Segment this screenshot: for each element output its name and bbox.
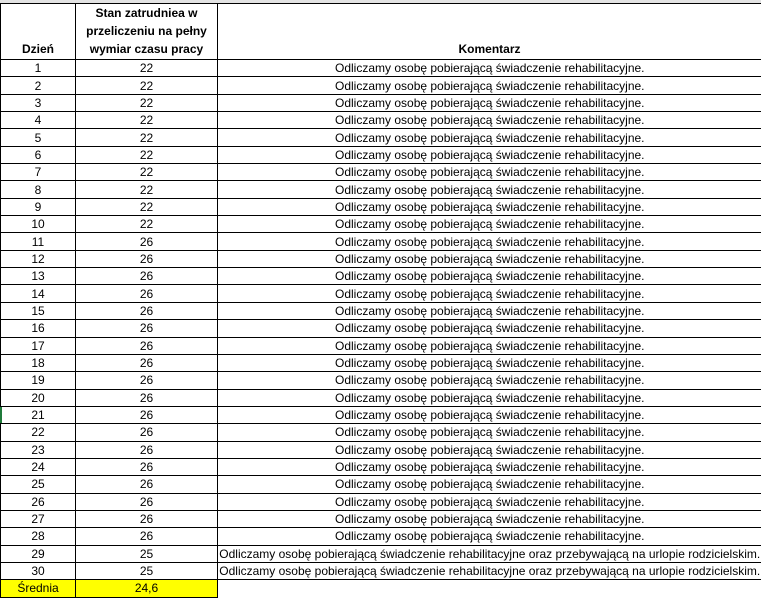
comment-cell[interactable]: Odliczamy osobę pobierającą świadczenie rehabilitacyjne. [218, 302, 761, 319]
employment-value-cell[interactable]: 22 [76, 181, 218, 198]
header-comment-cell[interactable]: Komentarz [218, 4, 761, 60]
table-row [1, 545, 761, 562]
average-row [1, 580, 761, 597]
employment-value-cell[interactable]: 26 [76, 285, 218, 302]
table-row [1, 112, 761, 129]
table-row [1, 94, 761, 111]
comment-cell[interactable]: Odliczamy osobę pobierającą świadczenie rehabilitacyjne. [218, 60, 761, 77]
day-cell[interactable]: 18 [1, 354, 76, 371]
comment-cell[interactable]: Odliczamy osobę pobierającą świadczenie rehabilitacyjne. [218, 354, 761, 371]
employment-value-cell[interactable]: 22 [76, 164, 218, 181]
employment-value-cell[interactable]: 26 [76, 320, 218, 337]
employment-value-cell[interactable]: 26 [76, 302, 218, 319]
employment-value-cell[interactable]: 26 [76, 268, 218, 285]
day-cell[interactable]: 13 [1, 268, 76, 285]
employment-value-cell[interactable]: 26 [76, 337, 218, 354]
table-row [1, 337, 761, 354]
table-row [1, 320, 761, 337]
employment-value-cell[interactable]: 26 [76, 476, 218, 493]
comment-cell[interactable]: Odliczamy osobę pobierającą świadczenie rehabilitacyjne. [218, 389, 761, 406]
table-row [1, 528, 761, 545]
comment-cell[interactable]: Odliczamy osobę pobierającą świadczenie rehabilitacyjne. [218, 198, 761, 215]
comment-cell[interactable]: Odliczamy osobę pobierającą świadczenie rehabilitacyjne. [218, 233, 761, 250]
comment-cell[interactable]: Odliczamy osobę pobierającą świadczenie rehabilitacyjne. [218, 458, 761, 475]
employment-value-cell[interactable]: 26 [76, 233, 218, 250]
employment-value-cell[interactable]: 22 [76, 77, 218, 94]
comment-cell[interactable]: Odliczamy osobę pobierającą świadczenie rehabilitacyjne. [218, 129, 761, 146]
comment-cell[interactable]: Odliczamy osobę pobierającą świadczenie rehabilitacyjne. [218, 493, 761, 510]
day-cell[interactable]: 16 [1, 320, 76, 337]
day-cell[interactable]: 28 [1, 528, 76, 545]
employment-value-cell[interactable]: 22 [76, 60, 218, 77]
day-cell[interactable]: 17 [1, 337, 76, 354]
average-label-cell[interactable]: Średnia [1, 580, 76, 597]
day-cell[interactable]: 6 [1, 146, 76, 163]
table-row [1, 164, 761, 181]
day-cell[interactable]: 10 [1, 216, 76, 233]
employment-value-cell[interactable]: 22 [76, 129, 218, 146]
header-employment-cell[interactable]: Stan zatrudniea w przeliczeniu na pełny wymiar czasu pracy [76, 4, 218, 60]
table-row [1, 406, 761, 423]
day-cell[interactable]: 26 [1, 493, 76, 510]
comment-cell[interactable]: Odliczamy osobę pobierającą świadczenie rehabilitacyjne. [218, 424, 761, 441]
comment-cell[interactable]: Odliczamy osobę pobierającą świadczenie rehabilitacyjne. [218, 476, 761, 493]
table-row [1, 302, 761, 319]
day-cell[interactable]: 7 [1, 164, 76, 181]
table-row [1, 354, 761, 371]
employment-value-cell[interactable]: 26 [76, 458, 218, 475]
day-cell[interactable]: 11 [1, 233, 76, 250]
day-cell[interactable]: 27 [1, 510, 76, 527]
comment-cell[interactable]: Odliczamy osobę pobierającą świadczenie rehabilitacyjne. [218, 164, 761, 181]
employment-value-cell[interactable]: 22 [76, 94, 218, 111]
table-row [1, 216, 761, 233]
employment-value-cell[interactable]: 26 [76, 493, 218, 510]
employment-value-cell[interactable]: 26 [76, 250, 218, 267]
employment-value-cell[interactable]: 22 [76, 198, 218, 215]
day-cell[interactable]: 22 [1, 424, 76, 441]
day-cell[interactable]: 1 [1, 60, 76, 77]
employment-value-cell[interactable]: 22 [76, 216, 218, 233]
comment-cell[interactable]: Odliczamy osobę pobierającą świadczenie rehabilitacyjne. [218, 372, 761, 389]
day-cell[interactable]: 21 [1, 406, 76, 423]
day-cell[interactable]: 29 [1, 545, 76, 562]
average-value-cell[interactable]: 24,6 [76, 580, 218, 597]
day-cell[interactable]: 20 [1, 389, 76, 406]
day-cell[interactable]: 12 [1, 250, 76, 267]
comment-cell[interactable]: Odliczamy osobę pobierającą świadczenie rehabilitacyjne. [218, 112, 761, 129]
day-cell[interactable]: 3 [1, 94, 76, 111]
table-row [1, 181, 761, 198]
comment-cell[interactable]: Odliczamy osobę pobierającą świadczenie rehabilitacyjne. [218, 181, 761, 198]
employment-value-cell[interactable]: 26 [76, 354, 218, 371]
employment-value-cell[interactable]: 26 [76, 510, 218, 527]
table-row [1, 285, 761, 302]
table-row [1, 77, 761, 94]
table-row [1, 372, 761, 389]
comment-cell[interactable]: Odliczamy osobę pobierającą świadczenie rehabilitacyjne. [218, 337, 761, 354]
comment-cell[interactable]: Odliczamy osobę pobierającą świadczenie rehabilitacyjne oraz przebywającą na urlopie rodzicielskim. [219, 546, 761, 561]
employment-value-cell[interactable]: 26 [76, 441, 218, 458]
table-row [1, 476, 761, 493]
comment-cell[interactable]: Odliczamy osobę pobierającą świadczenie rehabilitacyjne. [218, 146, 761, 163]
header-row [1, 4, 761, 60]
comment-cell[interactable]: Odliczamy osobę pobierającą świadczenie rehabilitacyjne. [218, 510, 761, 527]
table-row [1, 233, 761, 250]
day-cell[interactable]: 2 [1, 77, 76, 94]
comment-cell[interactable]: Odliczamy osobę pobierającą świadczenie rehabilitacyjne. [218, 441, 761, 458]
table-row [1, 250, 761, 267]
header-day-cell[interactable]: Dzień [1, 4, 76, 60]
empty-cell[interactable] [218, 580, 761, 597]
employment-table [0, 3, 761, 598]
day-cell[interactable]: 23 [1, 441, 76, 458]
day-cell[interactable]: 14 [1, 285, 76, 302]
employment-value-cell[interactable]: 22 [76, 146, 218, 163]
day-cell[interactable]: 25 [1, 476, 76, 493]
employment-value-cell[interactable]: 25 [76, 562, 218, 579]
table-row [1, 458, 761, 475]
row-selection-marker [0, 407, 2, 423]
table-row [1, 129, 761, 146]
table-row [1, 441, 761, 458]
employment-value-cell[interactable]: 26 [76, 424, 218, 441]
comment-cell[interactable]: Odliczamy osobę pobierającą świadczenie rehabilitacyjne. [218, 77, 761, 94]
day-cell[interactable]: 4 [1, 112, 76, 129]
comment-cell[interactable]: Odliczamy osobę pobierającą świadczenie rehabilitacyjne. [218, 406, 761, 423]
comment-cell[interactable]: Odliczamy osobę pobierającą świadczenie rehabilitacyjne. [218, 285, 761, 302]
comment-cell[interactable]: Odliczamy osobę pobierającą świadczenie rehabilitacyjne oraz przebywającą na urlopie rodzicielskim. [219, 564, 761, 579]
day-cell[interactable]: 30 [1, 562, 76, 579]
table-row [1, 424, 761, 441]
table-row [1, 60, 761, 77]
table-row [1, 146, 761, 163]
day-cell[interactable]: 24 [1, 458, 76, 475]
table-row [1, 389, 761, 406]
day-cell[interactable]: 15 [1, 302, 76, 319]
employment-value-cell[interactable]: 25 [76, 545, 218, 562]
table-row [1, 510, 761, 527]
comment-cell[interactable]: Odliczamy osobę pobierającą świadczenie rehabilitacyjne. [218, 94, 761, 111]
comment-cell[interactable]: Odliczamy osobę pobierającą świadczenie rehabilitacyjne. [218, 216, 761, 233]
comment-cell[interactable]: Odliczamy osobę pobierającą świadczenie rehabilitacyjne. [218, 528, 761, 545]
day-cell[interactable]: 9 [1, 198, 76, 215]
employment-value-cell[interactable]: 26 [76, 389, 218, 406]
table-row [1, 198, 761, 215]
employment-value-cell[interactable]: 26 [76, 528, 218, 545]
day-cell[interactable]: 8 [1, 181, 76, 198]
comment-cell[interactable]: Odliczamy osobę pobierającą świadczenie rehabilitacyjne. [218, 250, 761, 267]
employment-value-cell[interactable]: 26 [76, 372, 218, 389]
spreadsheet-grid [0, 3, 761, 598]
comment-cell[interactable]: Odliczamy osobę pobierającą świadczenie rehabilitacyjne. [218, 320, 761, 337]
employment-value-cell[interactable]: 26 [76, 406, 218, 423]
comment-cell[interactable]: Odliczamy osobę pobierającą świadczenie rehabilitacyjne. [218, 268, 761, 285]
employment-value-cell[interactable]: 22 [76, 112, 218, 129]
table-row [1, 493, 761, 510]
table-row [1, 562, 761, 579]
table-row [1, 268, 761, 285]
day-cell[interactable]: 5 [1, 129, 76, 146]
day-cell[interactable]: 19 [1, 372, 76, 389]
